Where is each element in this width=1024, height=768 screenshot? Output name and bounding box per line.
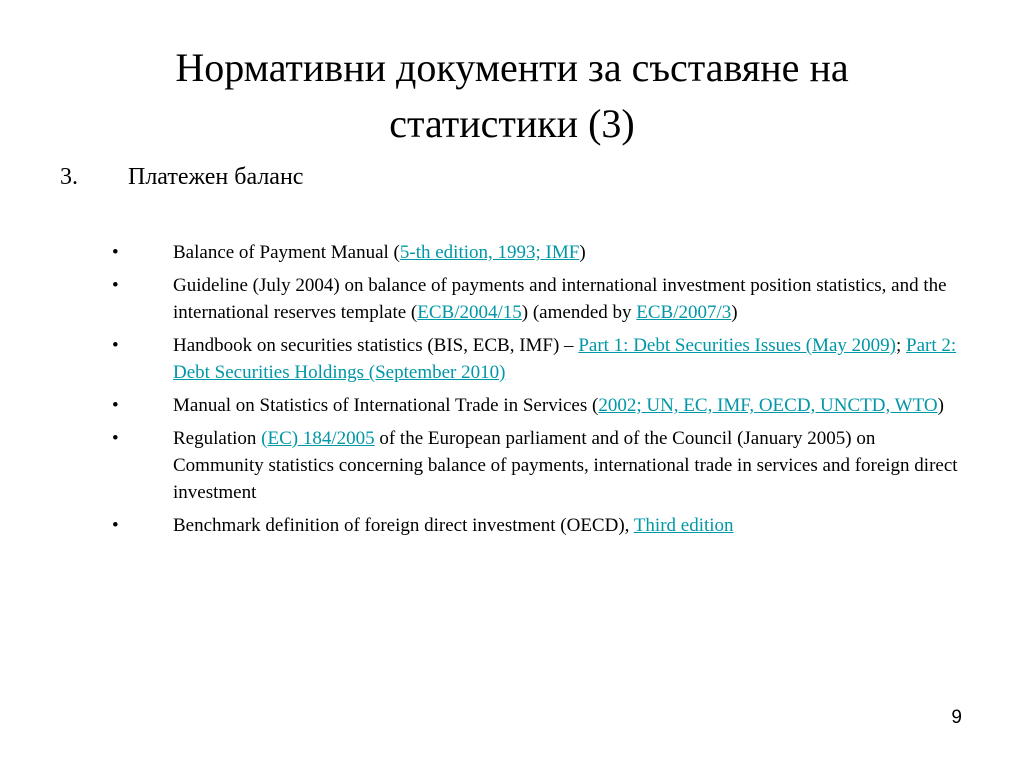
list-item: [110, 512, 970, 539]
bullet-icon: •: [112, 275, 119, 296]
item-text: ): [731, 302, 738, 323]
section-heading: Платежен баланс: [128, 164, 304, 190]
item-text: Regulation: [173, 428, 262, 449]
item-text: ): [937, 395, 944, 416]
item-text: of the European parliament and of the Council (January 2005) on Community statistics concerning balance of payments, international trade in services and foreign direct investment: [173, 428, 958, 503]
slide-title: [100, 40, 924, 152]
bullet-icon: •: [112, 515, 119, 536]
item-text: Balance of Payment Manual (: [173, 242, 400, 263]
link-ecb-2007-3[interactable]: ECB/2007/3: [636, 302, 732, 323]
link-bop-manual-5th-edition[interactable]: 5-th edition, 1993; IMF: [399, 242, 580, 263]
section-number: 3.: [60, 164, 78, 190]
link-ec-184-2005[interactable]: (EC) 184/2005: [261, 428, 375, 449]
item-text: ) (amended by: [521, 302, 637, 323]
bullet-icon: •: [112, 428, 119, 449]
list-item: [110, 272, 970, 326]
list-item: [110, 392, 970, 419]
item-text: Manual on Statistics of International Trade in Services (: [173, 395, 599, 416]
document-list: [110, 239, 970, 545]
item-text: Guideline (July 2004) on balance of payments and international investment position statistics, and the international reserves template (: [173, 275, 947, 323]
link-debt-securities-holdings[interactable]: Part 2: Debt Securities Holdings (September 2010): [173, 335, 957, 383]
list-item: [110, 332, 970, 386]
page-number: 9: [951, 707, 962, 728]
bullet-icon: •: [112, 335, 119, 356]
list-item: [110, 239, 970, 266]
slide-title-line-2: статистики (3): [389, 101, 635, 146]
slide-title-line-1: Нормативни документи за съставяне на: [175, 45, 849, 90]
link-ecb-2004-15[interactable]: ECB/2004/15: [417, 302, 522, 323]
list-item: [110, 425, 970, 506]
link-debt-securities-issues[interactable]: Part 1: Debt Securities Issues (May 2009): [578, 335, 896, 356]
link-trade-in-services-manual[interactable]: 2002; UN, EC, IMF, OECD, UNCTD, WTO: [598, 395, 938, 416]
item-text: ): [579, 242, 586, 263]
item-text: Benchmark definition of foreign direct investment (OECD),: [173, 515, 634, 536]
bullet-icon: •: [112, 395, 119, 416]
link-third-edition[interactable]: Third edition: [633, 515, 734, 536]
item-text: Handbook on securities statistics (BIS, ECB, IMF) –: [173, 335, 579, 356]
item-text: ;: [895, 335, 907, 356]
bullet-icon: •: [112, 242, 119, 263]
